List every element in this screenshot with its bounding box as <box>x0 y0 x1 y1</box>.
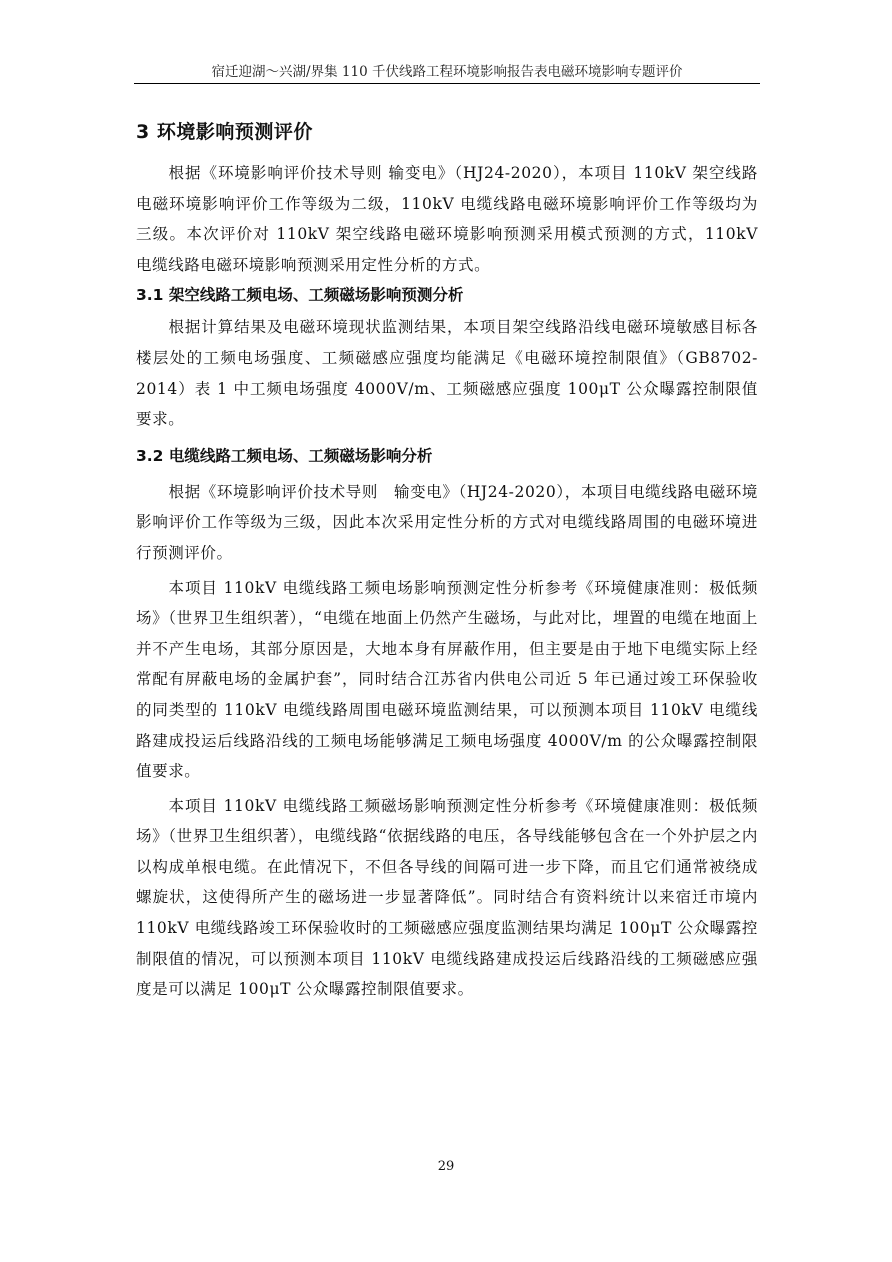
subsection-3-2-paragraph-2: 本项目 110kV 电缆线路工频电场影响预测定性分析参考《环境健康准则：极低频场》（世界卫生组织著），“电缆在地面上仍然产生磁场，与此对比，埋置的电缆在地面上并不产生电场，其部分原因是，大地本身有屏蔽作用，但主要是由于地下电缆实际上经常配有屏蔽电场的金属护套”，同时结合江苏省内供电公司近 5 年已通过竣工环保验收的同类型的 110kV 电缆线路周围电磁环境监测结果，可以预测本项目 110kV 电缆线路建成投运后线路沿线的工频电场能够满足工频电场强度 4000V/m 的公众曝露控制限值要求。 <box>136 578 758 781</box>
subsection-3-1-title: 3.1 架空线路工频电场、工频磁场影响预测分析 <box>136 286 464 305</box>
page-number: 29 <box>437 1159 455 1174</box>
section-intro-paragraph: 根据《环境影响评价技术导则 输变电》（HJ24-2020），本项目 110kV 架空线路电磁环境影响评价工作等级为二级，110kV 电缆线路电磁环境影响评价工作等级均为三级。本次评价对 110kV 架空线路电磁环境影响预测采用模式预测的方式，110kV 电缆线路电磁环境影响预测采用定性分析的方式。 <box>136 164 758 274</box>
header-divider <box>134 83 760 84</box>
running-header: 宿迁迎湖～兴湖/界集 110 千伏线路工程环境影响报告表电磁环境影响专题评价 <box>211 64 683 80</box>
section-title: 3 环境影响预测评价 <box>136 121 313 143</box>
subsection-3-1-paragraph: 根据计算结果及电磁环境现状监测结果，本项目架空线路沿线电磁环境敏感目标各楼层处的工频电场强度、工频磁感应强度均能满足《电磁环境控制限值》（GB8702-2014）表 1 中工频电场强度 4000V/m、工频磁感应强度 100μT 公众曝露控制限值要求。 <box>136 318 758 429</box>
subsection-3-2-title: 3.2 电缆线路工频电场、工频磁场影响分析 <box>136 446 433 465</box>
subsection-3-2-paragraph-1: 根据《环境影响评价技术导则 输变电》（HJ24-2020），本项目电缆线路电磁环境影响评价工作等级为三级，因此本次采用定性分析的方式对电缆线路周围的电磁环境进行预测评价。 <box>136 482 758 562</box>
subsection-3-2-paragraph-3: 本项目 110kV 电缆线路工频磁场影响预测定性分析参考《环境健康准则：极低频场》（世界卫生组织著），电缆线路“依据线路的电压，各导线能够包含在一个外护层之内以构成单根电缆。在此情况下，不但各导线的间隔可进一步下降，而且它们通常被绕成螺旋状，这使得所产生的磁场进一步显著降低”。同时结合有资料统计以来宿迁市境内 110kV 电缆线路竣工环保验收时的工频磁感应强度监测结果均满足 100μT 公众曝露控制限值的情况，可以预测本项目 110kV 电缆线路建成投运后线路沿线的工频磁感应强度是可以满足 100μT 公众曝露控制限值要求。 <box>136 796 758 999</box>
page-body <box>136 116 758 1005</box>
